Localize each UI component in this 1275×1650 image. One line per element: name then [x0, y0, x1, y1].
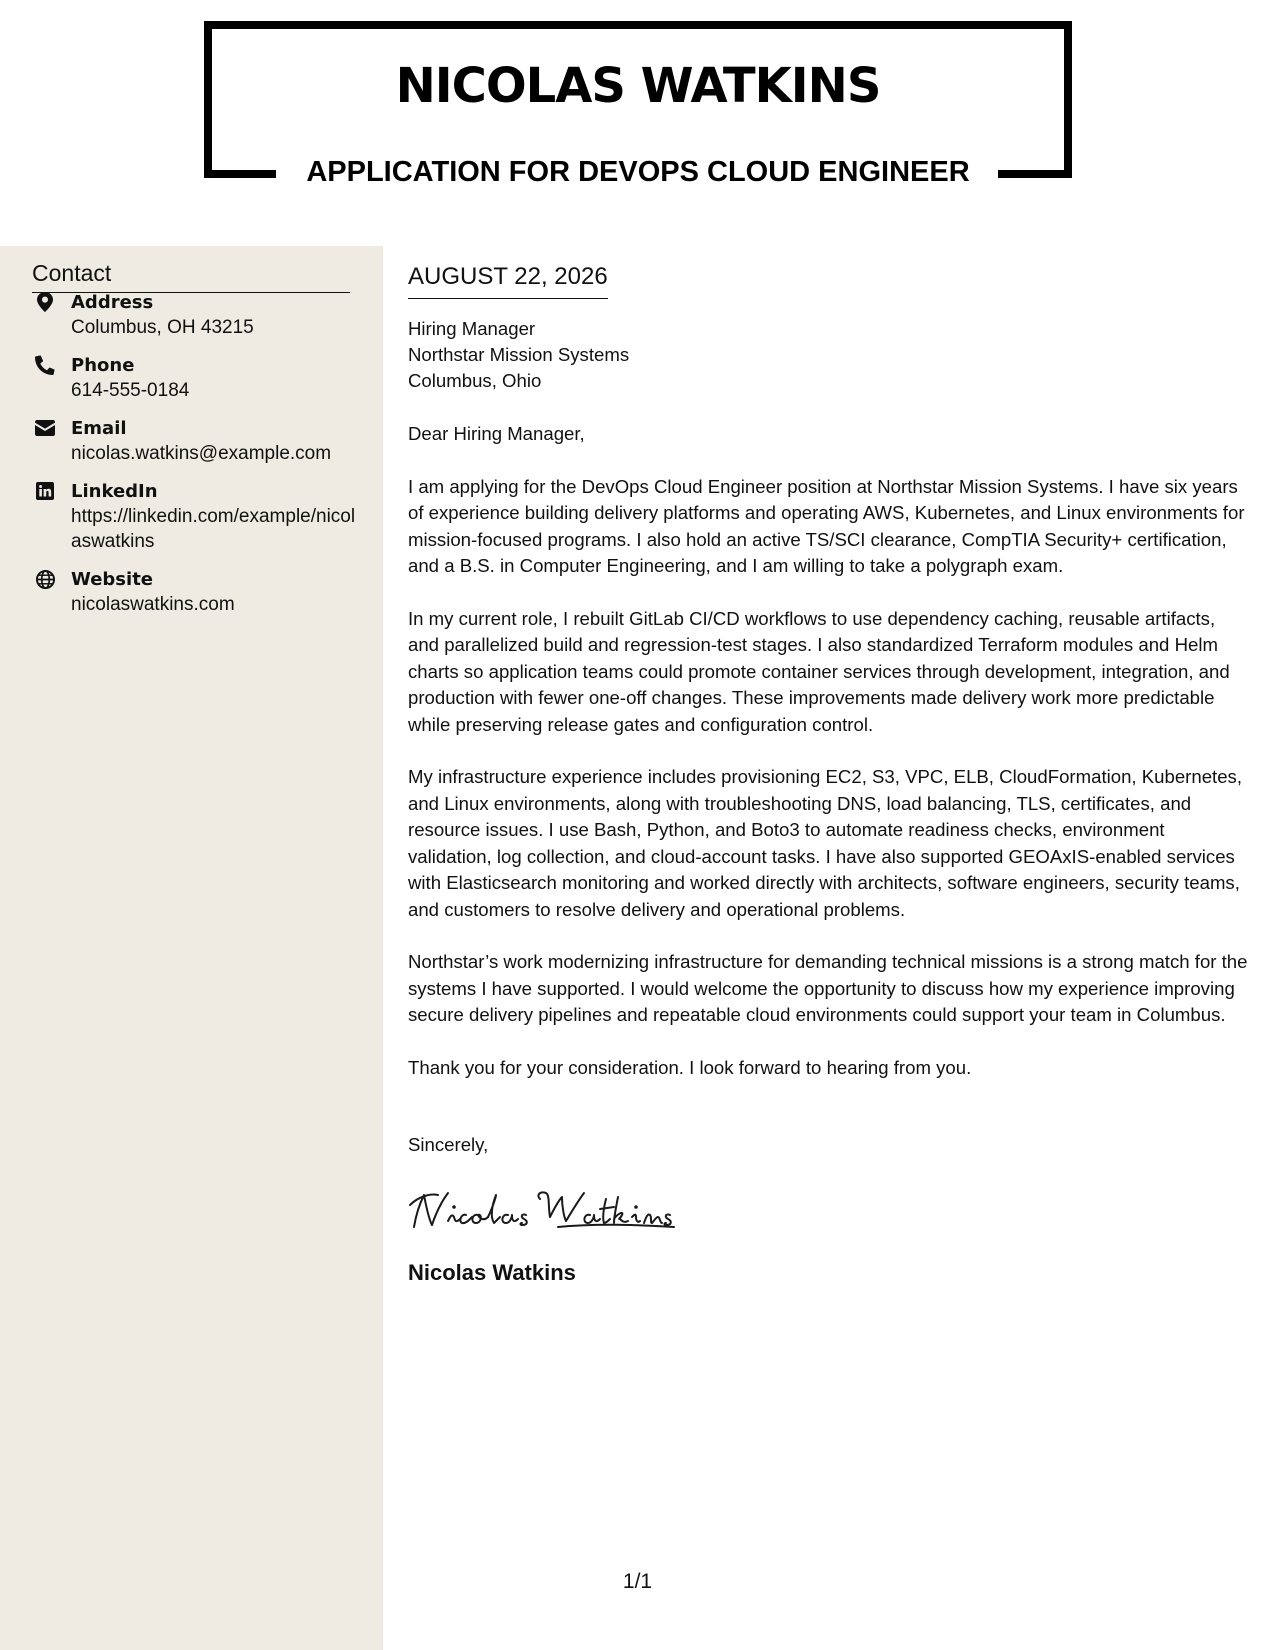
contact-heading: Contact	[32, 260, 350, 293]
contact-value: Columbus, OH 43215	[71, 317, 254, 338]
body-paragraph: Northstar’s work modernizing infrastructure for demanding technical missions is a strong match for the systems I have supported. I would welcome the opportunity to discuss how my experience improving secure delivery pipelines and repeatable cloud environments could support your team in Columbus.	[408, 951, 1248, 1025]
contact-label: Email	[71, 418, 127, 439]
body-paragraph: Thank you for your consideration. I look forward to hearing from you.	[408, 1056, 972, 1078]
recipient-block	[408, 316, 1248, 394]
contact-label: Phone	[71, 355, 135, 376]
recipient-line: Hiring Manager	[408, 318, 536, 339]
globe-icon	[32, 569, 58, 591]
contact-label: LinkedIn	[71, 481, 158, 502]
page-number: 1/1	[622, 1570, 653, 1593]
body-paragraph: In my current role, I rebuilt GitLab CI/CD workflows to use dependency caching, reusable artifacts, and parallelized build and regression-test stages. I also standardized Terraform modules and Helm charts so application teams could promote container services through development, integration, and production with fewer one-off changes. These improvements made delivery work more predictable while preserving release gates and configuration control.	[408, 607, 1230, 735]
contact-label: Address	[71, 292, 154, 313]
handwritten-signature	[408, 1183, 1248, 1239]
linkedin-icon	[32, 481, 58, 503]
application-subtitle: APPLICATION FOR DEVOPS CLOUD ENGINEER	[306, 156, 970, 188]
closing: Sincerely,	[408, 1134, 489, 1155]
recipient-line: Northstar Mission Systems	[408, 344, 630, 365]
contact-label: Website	[71, 569, 154, 590]
letter-body	[408, 262, 1248, 1287]
recipient-line: Columbus, Ohio	[408, 370, 542, 391]
body-paragraph: I am applying for the DevOps Cloud Engineer position at Northstar Mission Systems. I have six years of experience building delivery platforms and operating AWS, Kubernetes, and Linux environments for mission-focused programs. I also hold an active TS/SCI clearance, CompTIA Security+ certification, and a B.S. in Computer Engineering, and I am willing to take a polygraph exam.	[408, 475, 1245, 576]
header-frame-top	[204, 21, 1072, 29]
contact-value[interactable]: nicolaswatkins.com	[71, 594, 235, 615]
envelope-icon	[32, 418, 58, 440]
phone-icon	[32, 355, 58, 377]
letter-date: AUGUST 22, 2026	[408, 262, 608, 299]
signer-name: Nicolas Watkins	[408, 1259, 576, 1285]
contact-value: 614-555-0184	[71, 380, 190, 401]
body-paragraph: My infrastructure experience includes provisioning EC2, S3, VPC, ELB, CloudFormation, Kubernetes, and Linux environments, along with troubleshooting DNS, load balancing, TLS, certificates, and resource issues. I use Bash, Python, and Boto3 to automate readiness checks, environment validation, log collection, and cloud-account tasks. I have also supported GEOAxIS-enabled services with Elasticsearch monitoring and worked directly with architects, software engineers, security teams, and customers to resolve delivery and operational problems.	[408, 766, 1243, 920]
contact-value: nicolas.watkins@example.com	[71, 443, 332, 464]
contact-sidebar	[0, 246, 383, 1650]
salutation: Dear Hiring Manager,	[408, 423, 585, 444]
letter-header	[0, 0, 1275, 245]
map-pin-icon	[32, 292, 58, 314]
applicant-name-title: NICOLAS WATKINS	[395, 58, 881, 114]
contact-value[interactable]: https://linkedin.com/example/nicolaswatkins	[71, 506, 356, 552]
